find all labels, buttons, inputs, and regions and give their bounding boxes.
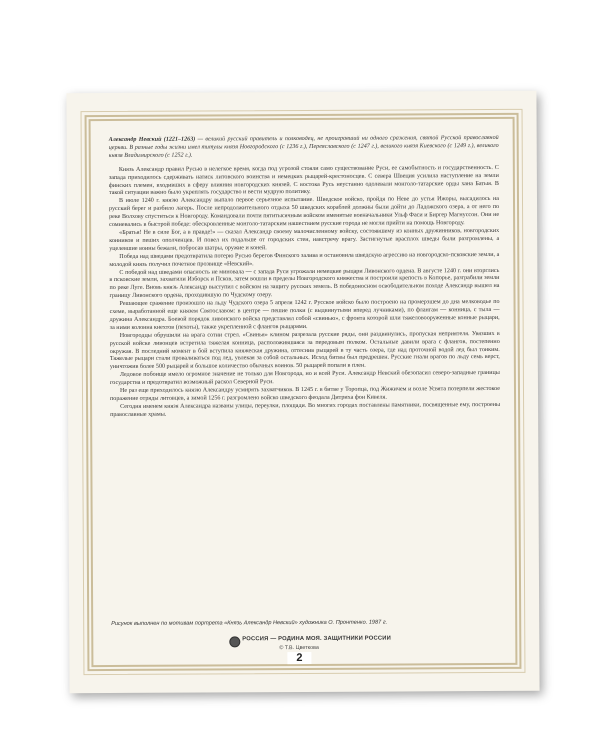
intro-name: Александр Невский (1221–1263) [108,136,196,144]
paragraph: Ледовое побоище имело огромное значение не только для Новгорода, но и всей Руси. Александр Невский обезопасил северо-западные границы государства и предотвратил возможный раскол Северной Руси. [109,370,500,387]
page-number: 2 [287,652,311,664]
publisher-logo-icon [229,636,240,647]
paragraph: С победой над шведами опасность не миновала — с запада Руси угрожали немецкие рыцари Ливонского ордена. В августе 1240 г. они вторглись в псковские земли, захватили Изборск и Псков, затем вошли в пределы Новгородского княжества и построили крепость в Копорье, разграбили земли по реке Луге. Вновь князь Александр выступил с войском на защиту русских земель. В победоносном освободительном походе Александр вышел на границу Ливонского ордена, проходившую по Чудскому озеру. [109,267,500,300]
copyright: © Т.В. Цветкова [279,644,319,652]
paragraph: Победа над шведами предотвратила потерю Русью берегов Финского залива и остановила шведскую агрессию на новгородско-псковские земли, а молодой князь получил почетное прозвище «Невский». [109,251,500,268]
series-title: РОССИЯ — РОДИНА МОЯ. ЗАЩИТНИКИ РОССИИ [242,635,391,643]
intro-text: — великий русский правитель и полководец, не проигравший ни одного сражения, святой Русской православной церкви. В разные годы жизни имел титулы князя Новгородского (с 1236 г.), Переяславского (с 1247 г.), великого князя Киевского (с 1249 г.), великого князя Владимирского (с 1252 г.). [108,134,499,159]
document-page [66,91,539,693]
paragraph: Решающее сражение произошло на льду Чудского озера 5 апреля 1242 г. Русское войско было построено на промерзшем до дна мелководье по схеме, выработанной еще князем Святославом: в центре — пешие полки (с выдвинутыми вперед лучниками), по флангам — конница, с тыла — дружина Александра. Боевой порядок ливонского войска представлял собой «свинью», с фронта которой шли тяжеловооруженные конные рыцари, за ними колонна кнехтов (пехоты), также укрепленной с флангов рыцарями. [109,299,500,331]
paragraph: Князь Александр правил Русью в нелегкое время, когда под угрозой стояли само существование Руси, ее самобытность и государственность. С запада приходилось сдерживать натиск литовского воинства и немецких рыцарей-крестоносцев. С севера Швеция усилила наступление на земли финских племен, входивших в сферу влияния новгородских князей. С востока Русь неустанно одолевали монголо-татарские орды хана Батыя. В такой ситуации важно было укреплять государство и вести мудрую политику. [108,164,499,197]
paragraph: Не раз еще приходилось князю Александру усмирять захватчиков. В 1245 г. в битве у Торопца, под Жижичем и возле Усвята потерпели жестокое поражение отряды литовцев, а зимой 1256 г. разгромлено войско шведского феодала Дитриха фон Кивеля. [110,386,501,403]
paragraph: В июле 1240 г. князю Александру выпало первое серьезное испытание. Шведское войско, пройдя по Неве до устья Ижоры, высадилось на русский берег и разбило лагерь. После непродолжительного отдыха 50 шведских кораблей должны были дойти до Ладожского озера, а от него по реке Волхову спуститься к Новгороду. Командовали почти пятитысячным войском именитые военачальники Ульф Фаси и Биргер Магнуссон. Они не сомневались в быстрой победе: обескровленные монголо-татарским нашествием русские города не могли прийти на помощь Новгороду. [109,196,500,229]
paragraph: Сегодня именем князя Александра названы улицы, переулки, площади. Во многих городах поставлены памятники, посвященные ему, построены православные храмы. [110,401,501,418]
intro-paragraph [109,135,499,161]
paragraph: Новгородцы обрушили на врага сотни стрел. «Свинья» клином разрезала русские ряды, они раздвинулись, пропуская неприятеля. Увязших в русской войске ливонцев встретила тяжелая конница, расположившаяся за передовым полком. Остальные давили врага с флангов, постепенно окружая. В последний момент в бой вступила княжеская дружина, оттеснив рыцарей в ту часть озера, где над проточной водой лед был тонким. Тяжелые рыцари стали проваливаться под лед, увлекая за собой остальных. Исход битвы был предрешен. Русские гнали врагов по льду семь верст, уничтожив более 500 рыцарей и большое количество обычных воинов. 50 рыцарей попали в плен. [109,330,500,371]
document-body [109,135,502,623]
image-caption: Рисунок выполнен по мотивам портрета «Князь Александр Невский» художника О. Пронтенко. 1987 г. [111,619,388,628]
paragraph: «Братья! Не в силе Бог, а в правде!» — сказал Александр своему малочисленному войску, состоявшему из конных дружинников, новгородских конников и пеших ополченцев. И повел их подальше от городских стен, навстречу врагу. Застигнутые врасплох шведы были разгромлены, а уцелевшие воины бежали, побросав шатры, оружие и коней. [109,227,500,252]
